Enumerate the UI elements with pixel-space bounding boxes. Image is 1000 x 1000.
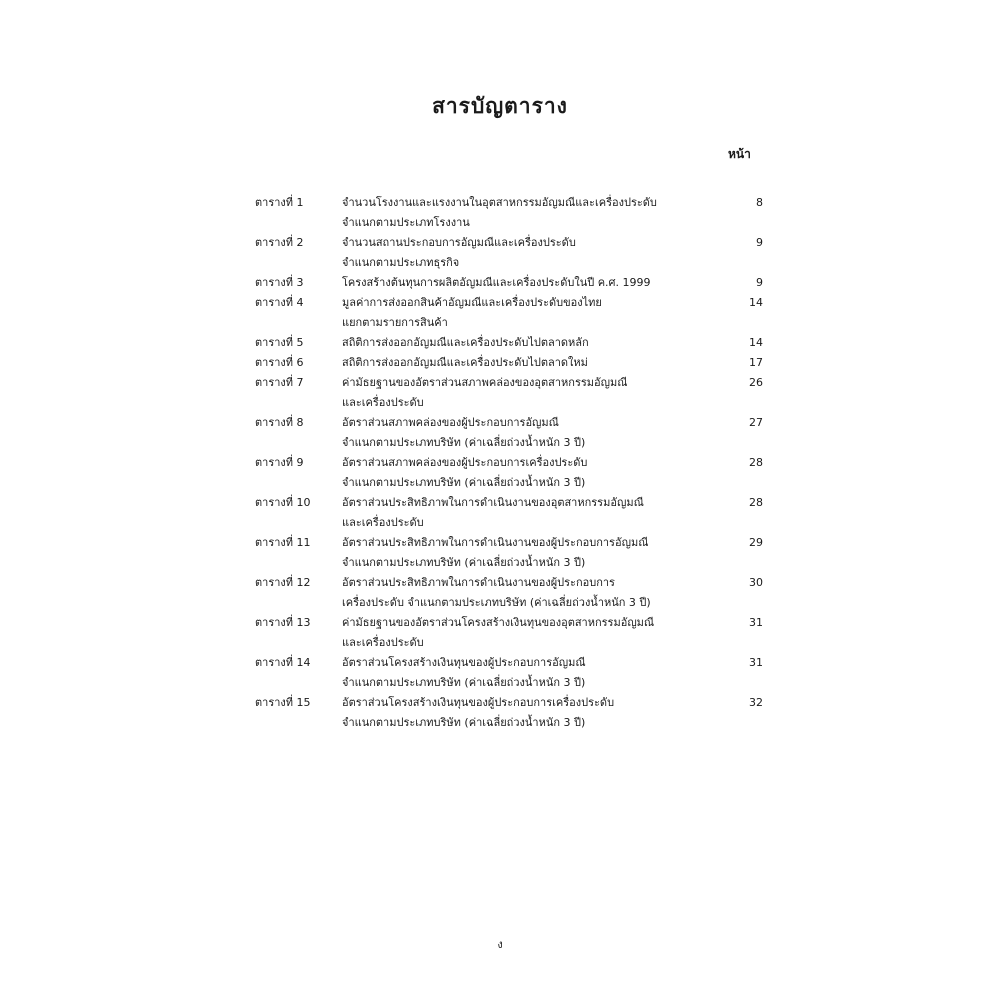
toc-entry-title-line: และเครื่องประดับ (342, 636, 424, 649)
toc-entry-title (342, 353, 742, 373)
toc-entry-label: ตารางที่ 8 (255, 416, 304, 429)
toc-entry-title-line: จำแนกตามประเภทบริษัท (ค่าเฉลี่ยถ่วงน้ำหนัก 3 ปี) (342, 556, 586, 569)
toc-entry-title-line: อัตราส่วนโครงสร้างเงินทุนของผู้ประกอบการอัญมณี (342, 656, 586, 669)
toc-entry (255, 373, 775, 413)
toc-entry (255, 193, 775, 233)
toc-entry-title-line: โครงสร้างต้นทุนการผลิตอัญมณีและเครื่องประดับในปี ค.ศ. 1999 (342, 276, 651, 289)
toc-entry-page: 27 (749, 416, 763, 429)
toc-entry-page: 29 (749, 536, 763, 549)
toc-entry-label: ตารางที่ 6 (255, 356, 304, 369)
toc-entry-title-line: จำนวนโรงงานและแรงงานในอุตสาหกรรมอัญมณีและเครื่องประดับ (342, 196, 657, 209)
toc-entry-title (342, 613, 742, 653)
toc-entry-page: 30 (749, 576, 763, 589)
toc-entry-page: 31 (749, 656, 763, 669)
toc-entry-title-line: จำแนกตามประเภทบริษัท (ค่าเฉลี่ยถ่วงน้ำหนัก 3 ปี) (342, 476, 586, 489)
toc-entry-title (342, 493, 742, 533)
toc-entry-title-line: ค่ามัธยฐานของอัตราส่วนโครงสร้างเงินทุนของอุตสาหกรรมอัญมณี (342, 616, 655, 629)
toc-entry-label: ตารางที่ 14 (255, 656, 311, 669)
toc-entry (255, 453, 775, 493)
toc-entry-page: 8 (756, 196, 763, 209)
toc-entry-title-line: อัตราส่วนประสิทธิภาพในการดำเนินงานของผู้ประกอบการอัญมณี (342, 536, 649, 549)
toc-entry-label: ตารางที่ 12 (255, 576, 311, 589)
toc-entry-title (342, 653, 742, 693)
toc-entry-title (342, 533, 742, 573)
toc-entry-page: 17 (749, 356, 763, 369)
toc-entry-label: ตารางที่ 4 (255, 296, 304, 309)
toc-entry-title (342, 373, 742, 413)
toc-entry-title-line: อัตราส่วนประสิทธิภาพในการดำเนินงานของผู้ประกอบการ (342, 576, 615, 589)
toc-entry-label: ตารางที่ 7 (255, 376, 304, 389)
toc-entry (255, 613, 775, 653)
toc-entry (255, 493, 775, 533)
toc-entry (255, 353, 775, 373)
toc-entry-page: 14 (749, 296, 763, 309)
toc-entry-title (342, 453, 742, 493)
toc-entry (255, 233, 775, 273)
toc-entry-title-line: จำแนกตามประเภทบริษัท (ค่าเฉลี่ยถ่วงน้ำหนัก 3 ปี) (342, 676, 586, 689)
toc-entry-title-line: แยกตามรายการสินค้า (342, 316, 448, 329)
toc-entry (255, 693, 775, 733)
toc-entry (255, 653, 775, 693)
toc-entry-title (342, 273, 742, 293)
toc-entry-title (342, 413, 742, 453)
toc-entry-title-line: อัตราส่วนโครงสร้างเงินทุนของผู้ประกอบการเครื่องประดับ (342, 696, 615, 709)
toc-entry-title (342, 293, 742, 333)
toc-entry-title-line: จำแนกตามประเภทธุรกิจ (342, 256, 460, 269)
toc-entry-title-line: จำแนกตามประเภทบริษัท (ค่าเฉลี่ยถ่วงน้ำหนัก 3 ปี) (342, 716, 586, 729)
toc-entry-title-line: สถิติการส่งออกอัญมณีและเครื่องประดับไปตลาดหลัก (342, 336, 589, 349)
toc-entry-title (342, 333, 742, 353)
toc-entry-title-line: มูลค่าการส่งออกสินค้าอัญมณีและเครื่องประดับของไทย (342, 296, 602, 309)
page-column-header: หน้า (728, 147, 751, 161)
toc-entry-title-line: อัตราส่วนสภาพคล่องของผู้ประกอบการอัญมณี (342, 416, 559, 429)
toc-entry-page: 14 (749, 336, 763, 349)
toc-entry (255, 533, 775, 573)
toc-entry-title-line: สถิติการส่งออกอัญมณีและเครื่องประดับไปตลาดใหม่ (342, 356, 588, 369)
toc-entry-title-line: อัตราส่วนสภาพคล่องของผู้ประกอบการเครื่องประดับ (342, 456, 588, 469)
toc-entry-title (342, 193, 742, 233)
toc-entry-page: 26 (749, 376, 763, 389)
toc-entry-title-line: ค่ามัธยฐานของอัตราส่วนสภาพคล่องของอุตสาหกรรมอัญมณี (342, 376, 628, 389)
footer-page-number: ง (497, 938, 503, 951)
toc-entry (255, 413, 775, 453)
toc-entry (255, 293, 775, 333)
toc-entry-label: ตารางที่ 2 (255, 236, 304, 249)
toc-entry-title-line: อัตราส่วนประสิทธิภาพในการดำเนินงานของอุตสาหกรรมอัญมณี (342, 496, 644, 509)
toc-entry-page: 28 (749, 456, 763, 469)
toc-entry-title-line: จำนวนสถานประกอบการอัญมณีและเครื่องประดับ (342, 236, 576, 249)
toc-entry-title (342, 233, 742, 273)
toc-entry-title (342, 693, 742, 733)
toc-entry-label: ตารางที่ 15 (255, 696, 311, 709)
toc-entry-label: ตารางที่ 9 (255, 456, 304, 469)
toc-entry-title-line: จำแนกตามประเภทโรงงาน (342, 216, 470, 229)
table-of-contents (255, 193, 775, 733)
toc-entry (255, 573, 775, 613)
toc-entry-title-line: และเครื่องประดับ (342, 396, 424, 409)
page-title: สารบัญตาราง (432, 93, 568, 118)
toc-entry-label: ตารางที่ 5 (255, 336, 304, 349)
toc-entry-page: 31 (749, 616, 763, 629)
toc-entry-label: ตารางที่ 3 (255, 276, 304, 289)
toc-entry-page: 9 (756, 276, 763, 289)
toc-entry (255, 333, 775, 353)
toc-entry-label: ตารางที่ 13 (255, 616, 311, 629)
toc-entry-title (342, 573, 742, 613)
toc-entry-title-line: จำแนกตามประเภทบริษัท (ค่าเฉลี่ยถ่วงน้ำหนัก 3 ปี) (342, 436, 586, 449)
toc-entry (255, 273, 775, 293)
toc-entry-page: 32 (749, 696, 763, 709)
toc-entry-title-line: และเครื่องประดับ (342, 516, 424, 529)
toc-entry-label: ตารางที่ 11 (255, 536, 311, 549)
toc-entry-page: 28 (749, 496, 763, 509)
toc-entry-label: ตารางที่ 10 (255, 496, 311, 509)
toc-entry-label: ตารางที่ 1 (255, 196, 304, 209)
toc-entry-title-line: เครื่องประดับ จำแนกตามประเภทบริษัท (ค่าเฉลี่ยถ่วงน้ำหนัก 3 ปี) (342, 596, 651, 609)
toc-entry-page: 9 (756, 236, 763, 249)
